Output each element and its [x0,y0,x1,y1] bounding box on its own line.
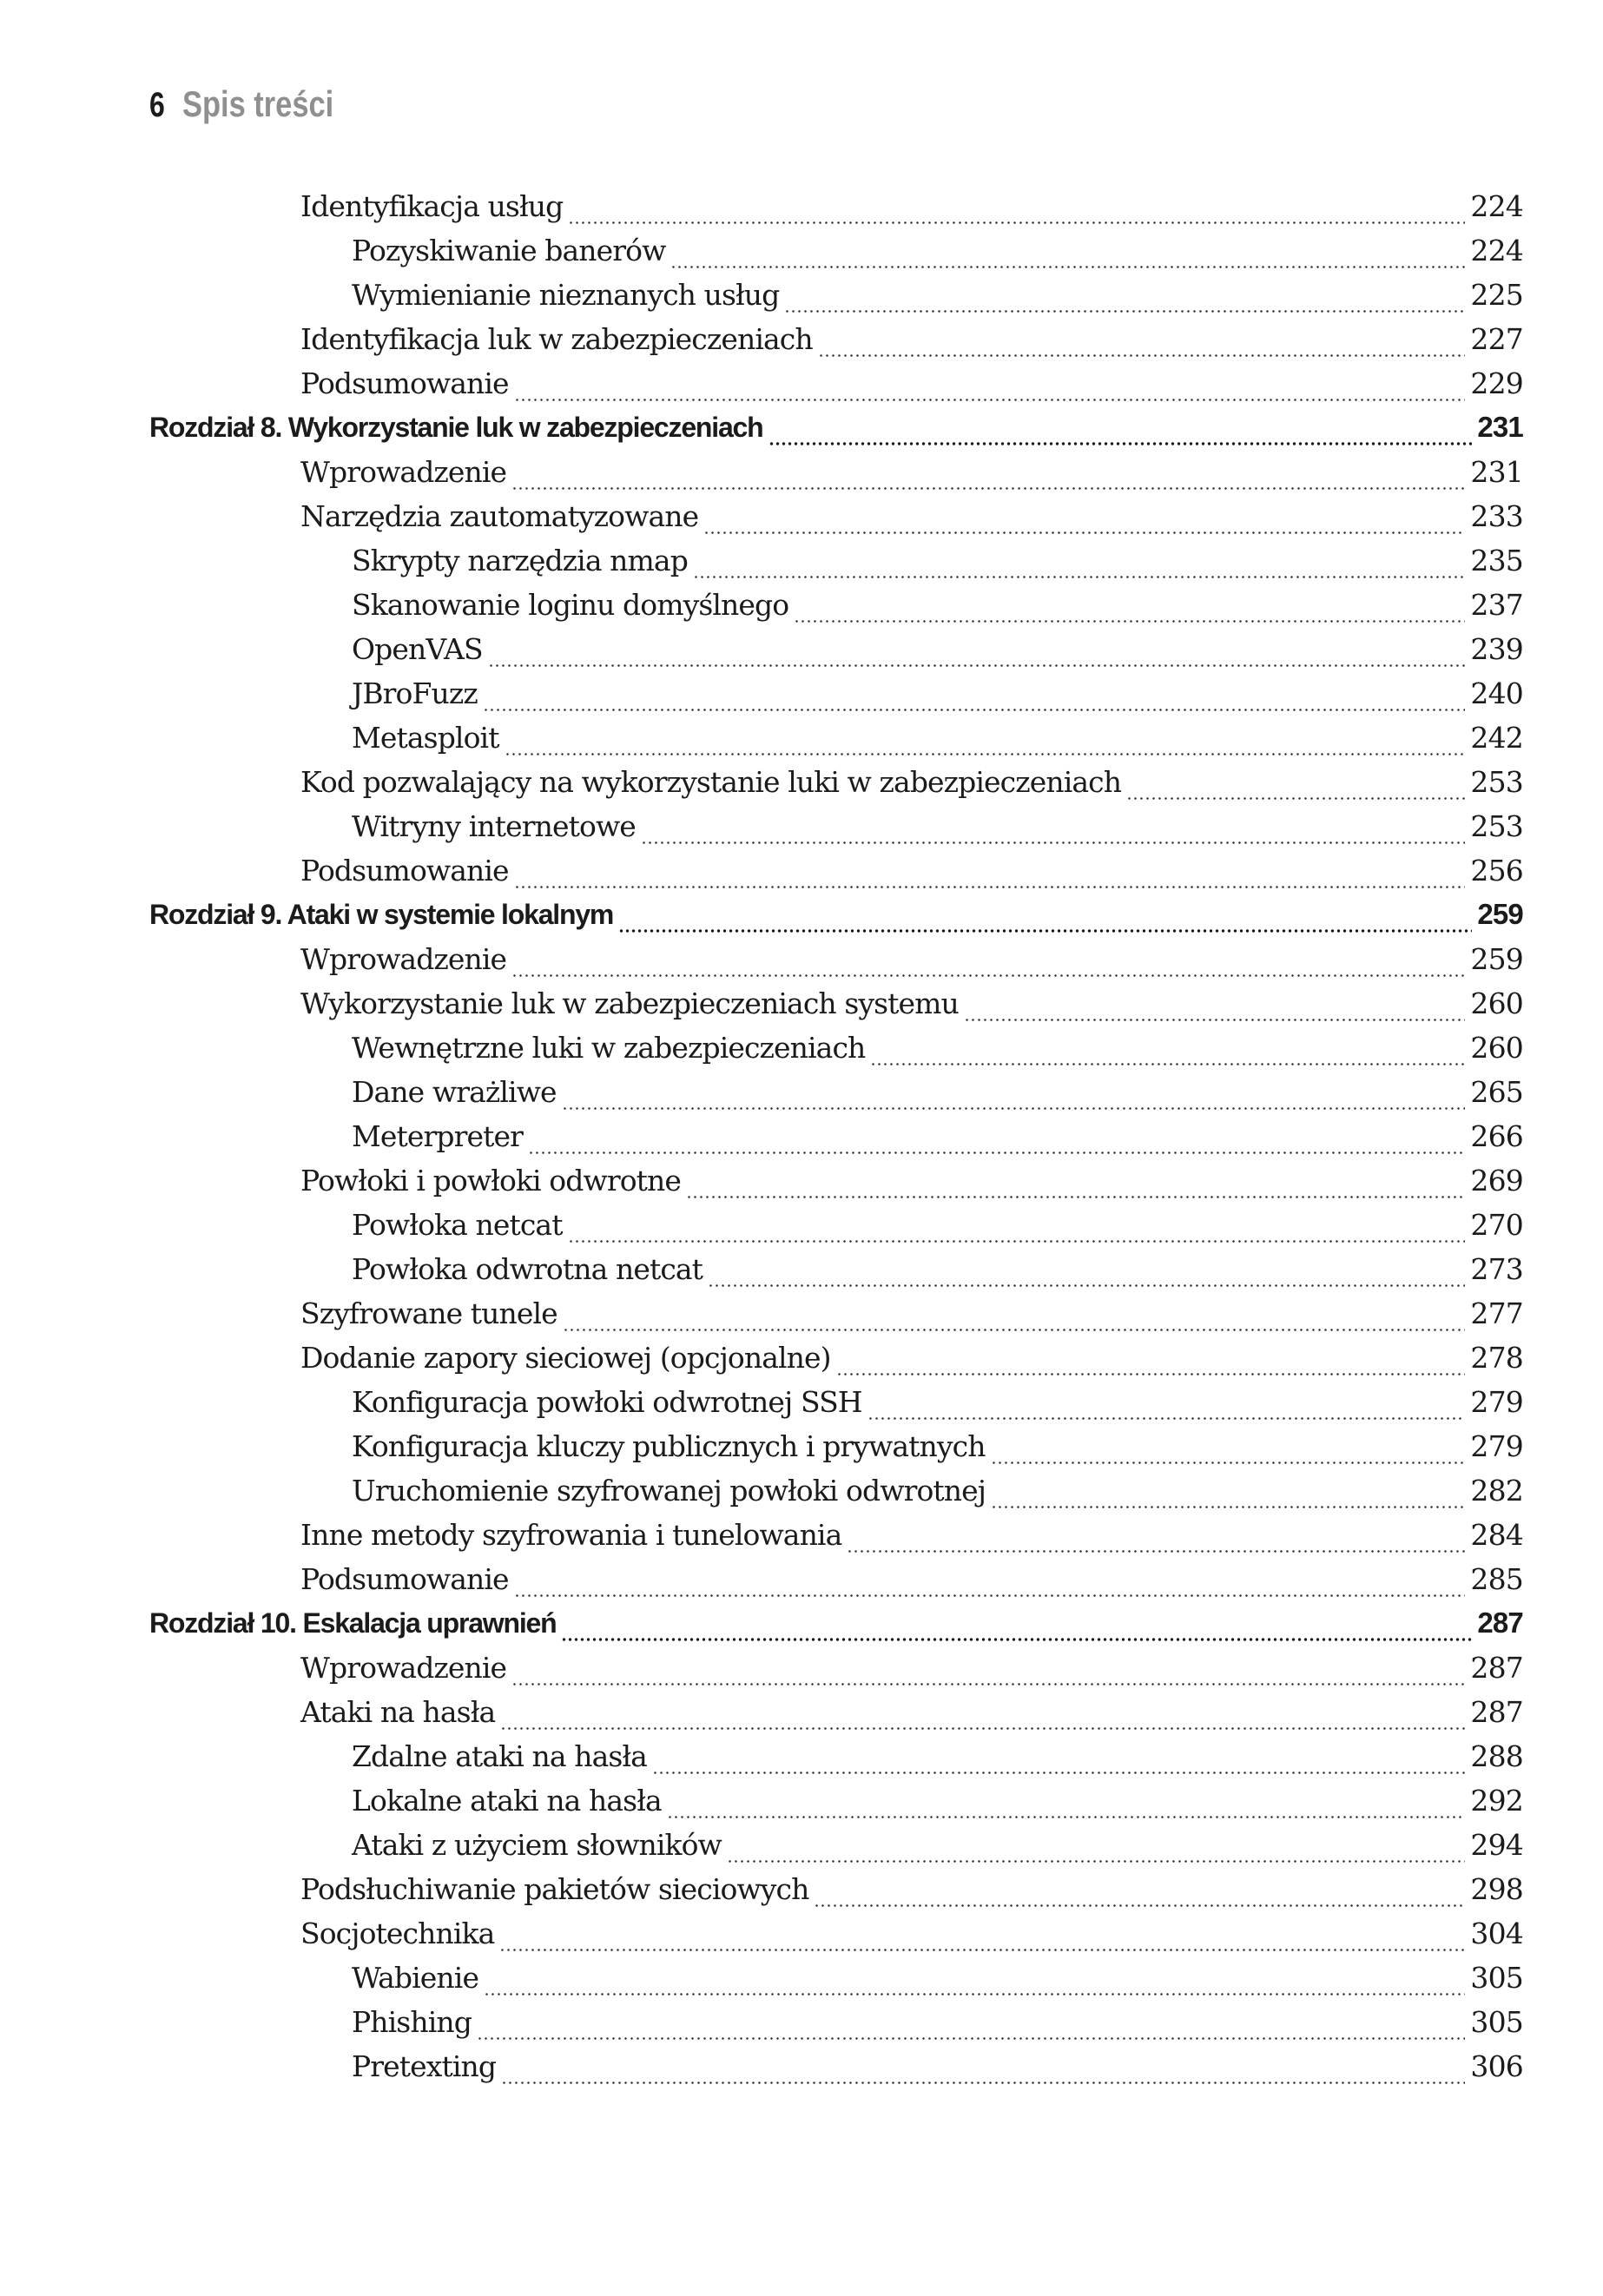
dot-leader [563,1329,1466,1331]
toc-entry-page: 287 [1470,1651,1523,1685]
toc-entry-page: 224 [1470,234,1523,267]
toc-entry-title: Konfiguracja powłoki odwrotnej SSH [352,1385,862,1419]
toc-entry-title: Rozdział 8. Wykorzystanie luk w zabezpieczeniach [149,412,763,443]
toc-entry-title: Podsumowanie [300,366,509,400]
dot-leader [484,1993,1465,1996]
toc-entry-title: Wprowadzenie [300,942,507,976]
dot-leader [511,1683,1465,1686]
dot-leader [488,664,1466,667]
dot-leader [870,1063,1465,1066]
toc-entry-page: 305 [1470,2005,1523,2039]
toc-entry-title: Zdalne ataki na hasła [352,1739,647,1773]
toc-entry-title: Podsumowanie [300,1562,509,1596]
toc-entry-title: Skrypty narzędzia nmap [352,544,688,577]
toc-entry-page: 240 [1470,676,1523,710]
toc-section-entry [300,1341,1523,1384]
toc-subsection-entry [352,544,1523,587]
toc-subsection-entry [352,632,1523,676]
toc-entry-page: 305 [1470,1961,1523,1995]
toc-subsection-entry [352,809,1523,853]
toc-entry-page: 229 [1470,366,1523,400]
toc-entry-page: 273 [1470,1252,1523,1286]
dot-leader [991,1461,1466,1464]
toc-entry-page: 270 [1470,1208,1523,1242]
toc-subsection-entry [352,234,1523,277]
toc-section-entry [300,986,1523,1030]
toc-entry-page: 269 [1470,1164,1523,1197]
toc-subsection-entry [352,1784,1523,1827]
toc-entry-page: 279 [1470,1385,1523,1419]
toc-entry-page: 231 [1470,455,1523,489]
toc-entry-title: Kod pozwalający na wykorzystanie luki w zabezpieczeniach [300,765,1122,799]
toc-entry-title: Ataki z użyciem słowników [352,1828,722,1862]
toc-subsection-entry [352,1252,1523,1296]
toc-subsection-entry [352,1031,1523,1074]
toc-subsection-entry [352,721,1523,764]
dot-leader [818,354,1466,357]
toc-entry-page: 284 [1470,1518,1523,1552]
dot-leader [794,620,1465,623]
dot-leader [727,1860,1466,1863]
toc-subsection-entry [352,1961,1523,2004]
toc-section-entry [300,1518,1523,1561]
toc-entry-page: 225 [1470,278,1523,312]
page-number: 6 [149,86,165,124]
dot-leader [561,1638,1472,1641]
dot-leader [964,1019,1466,1021]
toc-chapter-entry [149,1607,1523,1650]
toc-entry-title: Witryny internetowe [352,809,636,843]
toc-subsection-entry [352,1474,1523,1517]
toc-entry-title: Metasploit [352,721,499,755]
toc-entry-title: Rozdział 10. Eskalacja uprawnień [149,1607,557,1639]
toc-entry-page: 227 [1470,322,1523,356]
toc-entry-page: 224 [1470,189,1523,223]
toc-section-entry [300,1695,1523,1738]
toc-entry-page: 306 [1470,2049,1523,2083]
toc-entry-page: 242 [1470,721,1523,755]
toc-entry-title: Powłoka netcat [352,1208,563,1242]
toc-subsection-entry [352,2005,1523,2049]
dot-leader [814,1904,1465,1907]
toc-entry-page: 233 [1470,499,1523,533]
toc-subsection-entry [352,2049,1523,2093]
dot-leader [686,1196,1465,1198]
toc-entry-title: Lokalne ataki na hasła [352,1784,662,1818]
toc-section-entry [300,366,1523,410]
toc-section-entry [300,1872,1523,1916]
toc-section-entry [300,1296,1523,1340]
toc-entry-page: 259 [1477,898,1523,930]
toc-subsection-entry [352,1739,1523,1783]
toc-entry-title: Wprowadzenie [300,455,507,489]
dot-leader [708,1284,1465,1287]
dot-leader [514,399,1466,401]
toc-entry-page: 256 [1470,854,1523,887]
toc-section-entry [300,455,1523,498]
toc-entry-title: Pozyskiwanie banerów [352,234,666,267]
dot-leader [670,266,1465,268]
toc-entry-page: 260 [1470,1031,1523,1065]
toc-entry-page: 239 [1470,632,1523,666]
toc-section-entry [300,1164,1523,1207]
dot-leader [667,1816,1466,1818]
toc-entry-title: Ataki na hasła [300,1695,496,1729]
toc-entry-title: Inne metody szyfrowania i tunelowania [300,1518,842,1552]
toc-entry-title: Socjotechnika [300,1917,495,1950]
toc-entry-page: 304 [1470,1917,1523,1950]
dot-leader [652,1771,1465,1774]
toc-subsection-entry [352,1119,1523,1163]
toc-subsection-entry [352,1075,1523,1118]
dot-leader [641,841,1465,844]
toc-entry-page: 287 [1470,1695,1523,1729]
dot-leader [514,1594,1466,1597]
toc-entry-title: JBroFuzz [352,676,478,710]
toc-section-entry [300,499,1523,543]
toc-entry-title: Powłoki i powłoki odwrotne [300,1164,682,1197]
toc-subsection-entry [352,1429,1523,1473]
toc-subsection-entry [352,1828,1523,1871]
toc-entry-page: 298 [1470,1872,1523,1906]
toc-section-entry [300,1651,1523,1694]
toc-section-entry [300,1917,1523,1960]
toc-entry-title: Rozdział 9. Ataki w systemie lokalnym [149,899,614,930]
toc-entry-page: 259 [1470,942,1523,976]
toc-chapter-entry [149,411,1523,454]
toc-section-entry [300,1562,1523,1606]
dot-leader [867,1417,1466,1420]
running-header [149,83,366,135]
toc-entry-page: 260 [1470,986,1523,1020]
toc-entry-page: 253 [1470,765,1523,799]
dot-leader [562,1107,1466,1110]
toc-entry-page: 265 [1470,1075,1523,1109]
toc-entry-title: Identyfikacja luk w zabezpieczeniach [300,322,813,356]
toc-subsection-entry [352,676,1523,720]
header-title: Spis treści [182,83,334,124]
toc-entry-title: Podsumowanie [300,854,509,887]
toc-entry-title: Narzędzia zautomatyzowane [300,499,699,533]
toc-entry-page: 277 [1470,1296,1523,1330]
toc-entry-title: Skanowanie loginu domyślnego [352,588,789,622]
dot-leader [483,709,1466,711]
toc-section-entry [300,765,1523,808]
toc-entry-page: 285 [1470,1562,1523,1596]
toc-entry-title: Konfiguracja kluczy publicznych i prywatnych [352,1429,986,1463]
toc-entry-title: Powłoka odwrotna netcat [352,1252,703,1286]
dot-leader [991,1506,1465,1508]
toc-entry-title: OpenVAS [352,632,483,666]
dot-leader [847,1550,1465,1553]
toc-entry-page: 235 [1470,544,1523,577]
dot-leader [618,929,1472,933]
toc-entry-title: Pretexting [352,2049,497,2083]
dot-leader [1126,797,1465,800]
dot-leader [568,1240,1466,1243]
toc-entry-title: Wewnętrzne luki w zabezpieczeniach [352,1031,866,1065]
toc-entry-page: 278 [1470,1341,1523,1375]
dot-leader [784,310,1465,313]
toc-entry-page: 279 [1470,1429,1523,1463]
dot-leader [568,221,1465,224]
toc-entry-title: Meterpreter [352,1119,523,1153]
toc-chapter-entry [149,898,1523,941]
toc-entry-title: Dane wrażliwe [352,1075,557,1109]
dot-leader [477,2037,1465,2040]
toc-section-entry [300,854,1523,897]
toc-entry-title: Szyfrowane tunele [300,1296,557,1330]
toc-section-entry [300,942,1523,986]
toc-entry-page: 237 [1470,588,1523,622]
toc-entry-title: Identyfikacja usług [300,189,564,223]
dot-leader [693,576,1465,578]
dot-leader [514,886,1466,888]
toc-section-entry [300,189,1523,233]
dot-leader [836,1373,1466,1376]
toc-entry-page: 282 [1470,1474,1523,1508]
toc-subsection-entry [352,588,1523,631]
dot-leader [769,442,1473,445]
toc-entry-title: Uruchomienie szyfrowanej powłoki odwrotnej [352,1474,986,1508]
toc-entry-title: Phishing [352,2005,472,2039]
toc-section-entry [300,322,1523,366]
toc-entry-title: Wabienie [352,1961,479,1995]
dot-leader [528,1151,1465,1154]
toc-entry-page: 253 [1470,809,1523,843]
toc-entry-page: 288 [1470,1739,1523,1773]
dot-leader [500,1727,1465,1730]
dot-leader [501,2082,1465,2084]
dot-leader [511,974,1465,977]
dot-leader [511,487,1465,490]
toc-subsection-entry [352,1385,1523,1428]
toc-entry-page: 266 [1470,1119,1523,1153]
dot-leader [703,531,1465,534]
toc-entry-page: 287 [1477,1607,1523,1639]
toc-entry-page: 294 [1470,1828,1523,1862]
toc-entry-title: Dodanie zapory sieciowej (opcjonalne) [300,1341,831,1375]
dot-leader [499,1949,1465,1951]
toc-entry-title: Wykorzystanie luk w zabezpieczeniach systemu [300,986,959,1020]
toc-subsection-entry [352,278,1523,321]
toc-entry-page: 292 [1470,1784,1523,1818]
toc-entry-page: 231 [1477,411,1523,443]
dot-leader [505,753,1466,755]
toc-subsection-entry [352,1208,1523,1251]
toc-entry-title: Wymienianie nieznanych usług [352,278,780,312]
toc-entry-title: Wprowadzenie [300,1651,507,1685]
toc-entry-title: Podsłuchiwanie pakietów sieciowych [300,1872,809,1906]
